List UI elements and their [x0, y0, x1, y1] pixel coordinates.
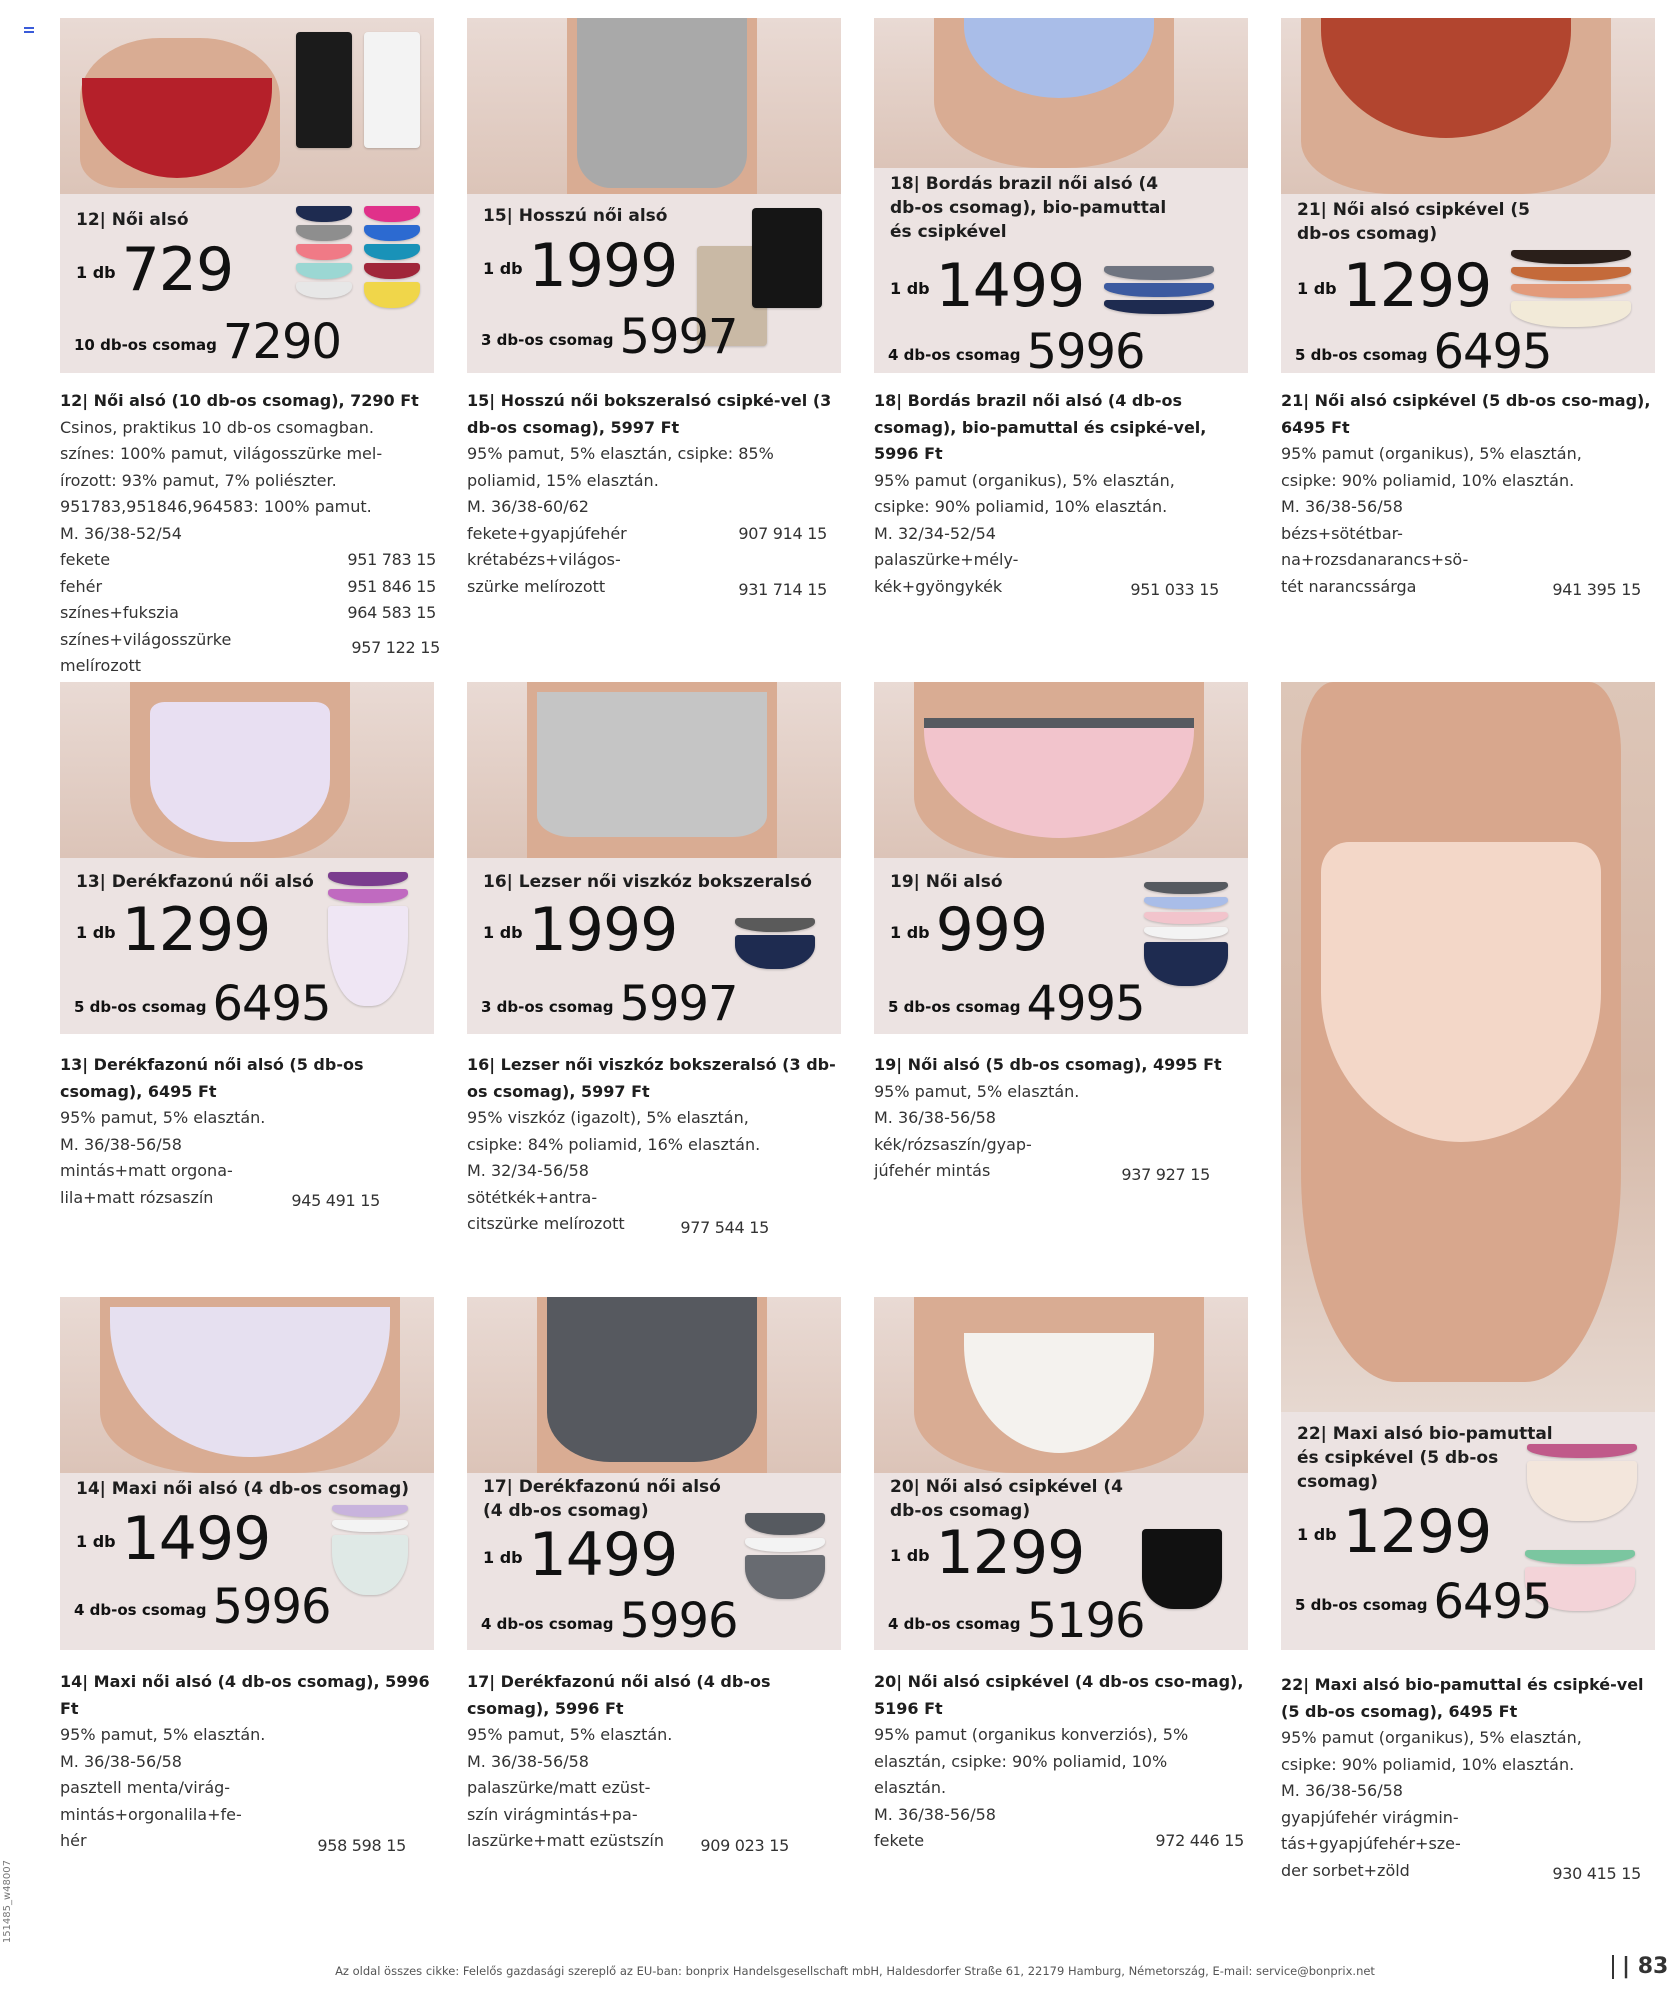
product-image-21[interactable]: [1281, 18, 1655, 373]
pack-price: 10 db-os csomag 7290: [74, 314, 342, 370]
variant-row: fehér 951 846 15: [60, 576, 436, 596]
single-price: 1 db 1499: [76, 1504, 271, 1574]
variant-row: fekete+gyapjúfehér 907 914 15: [467, 523, 827, 543]
product-image-17[interactable]: [467, 1297, 841, 1650]
variant-row: színes+fukszia 964 583 15: [60, 603, 436, 622]
product-heading: 19| Női alsó: [890, 872, 1003, 892]
single-price: 1 db 1299: [890, 1518, 1085, 1588]
variant-row: színes+világosszürke melírozott 957 122 15: [60, 629, 440, 675]
single-price: 1 db 999: [890, 895, 1048, 965]
variant-row: fekete 972 446 15: [874, 1831, 1244, 1850]
product-heading: 15| Hosszú női alsó: [483, 206, 668, 226]
product-description-15: 15| Hosszú női bokszeralsó csipké-vel (3 db-os csomag), 5997 Ft 95% pamut, 5% elasztán, csipke: 85% poliamid, 15% elasztán. M. 36/38-60/62 fekete+gyapjúfehér 907 914 15 krétabézs+világos-szürke melírozott 931 714 15: [467, 388, 847, 600]
product-heading: 12| Női alsó: [76, 210, 189, 230]
pack-price: 5 db-os csomag 6495: [1295, 1574, 1552, 1630]
product-description-22: 22| Maxi alsó bio-pamuttal és csipké-vel (5 db-os csomag), 6495 Ft 95% pamut (organikus), 5% elasztán, csipke: 90% poliamid, 10% elasztán. M. 36/38-56/58 gyapjúfehér virágmin-tás+gyapjúfehér+sze-der sorbet+zöld 930 415 15: [1281, 1675, 1644, 1883]
variant-row: krétabézs+világos-szürke melírozott 931 714 15: [467, 550, 827, 599]
product-heading: 14| Maxi női alsó (4 db-os csomag): [76, 1479, 410, 1499]
pack-price: 5 db-os csomag 6495: [74, 976, 331, 1032]
variant-row: mintás+matt orgona-lila+matt rózsaszín 945 491 15: [60, 1161, 380, 1210]
pack-price: 4 db-os csomag 5996: [481, 1593, 738, 1649]
single-price: 1 db 1299: [1297, 251, 1492, 321]
page-number: | 83: [1612, 1955, 1668, 1979]
variant-row: gyapjúfehér virágmin-tás+gyapjúfehér+sze-der sorbet+zöld 930 415 15: [1281, 1807, 1641, 1883]
variant-row: kék/rózsaszín/gyap-júfehér mintás 937 927 15: [874, 1134, 1210, 1184]
variant-row: sötétkék+antra-citszürke melírozott 977 544 15: [467, 1187, 769, 1237]
single-price: 1 db 729: [76, 235, 234, 305]
product-image-19[interactable]: [874, 682, 1248, 1034]
product-description-16: 16| Lezser női viszkóz bokszeralsó (3 db-os csomag), 5997 Ft 95% viszkóz (igazolt), 5% elasztán, csipke: 84% poliamid, 16% elasztán. M. 32/34-56/58 sötétkék+antra-citszürke melírozott 977 544 15: [467, 1055, 836, 1237]
variant-row: palaszürke/matt ezüst-szín virágmintás+pa-laszürke+matt ezüstszín 909 023 15: [467, 1778, 789, 1855]
product-description-17: 17| Derékfazonú női alsó (4 db-os csomag), 5996 Ft 95% pamut, 5% elasztán. M. 36/38-56/58 palaszürke/matt ezüst-szín virágmintás+pa-laszürke+matt ezüstszín 909 023 15: [467, 1672, 789, 1855]
pack-price: 3 db-os csomag 5997: [481, 976, 738, 1032]
product-image-13[interactable]: [60, 682, 434, 1034]
product-description-12: 12| Női alsó (10 db-os csomag), 7290 Ft Csinos, praktikus 10 db-os csomagban. színes: 100% pamut, világosszürke mel- írozott: 93% pamut, 7% poliészter. 951783,951846,964583: 100% pamut. M. 36/38-52/54 fekete 951 783 15 fehér 951 846 15 színes+fukszia 964 583 15 színes+világosszürke melírozott 957 122 15: [60, 388, 440, 680]
menu-marker-icon: [24, 27, 34, 33]
single-price: 1 db 1299: [1297, 1497, 1492, 1567]
page-footer: Az oldal összes cikke: Felelős gazdasági szereplő az EU-ban: bonprix Handelsgesellschaft mbH, Haldesdorfer Straße 61, 22179 Hamburg, Németország, E-mail: service@bonprix.net: [335, 1964, 1375, 1978]
product-image-15[interactable]: [467, 18, 841, 373]
product-image-18[interactable]: [874, 18, 1248, 373]
product-heading: 18| Bordás brazil női alsó (4 db-os csomag), bio-pamuttal és csipkével: [890, 174, 1167, 242]
product-description-20: 20| Női alsó csipkével (4 db-os cso-mag), 5196 Ft 95% pamut (organikus konverziós), 5% elasztán, csipke: 90% poliamid, 10% elasztán. M. 36/38-56/58 fekete 972 446 15: [874, 1669, 1254, 1855]
product-heading: 21| Női alsó csipkével (5 db-os csomag): [1297, 200, 1530, 244]
product-description-21: 21| Női alsó csipkével (5 db-os cso-mag), 6495 Ft 95% pamut (organikus), 5% elasztán, csipke: 90% poliamid, 10% elasztán. M. 36/38-56/58 bézs+sötétbar-na+rozsdanarancs+sö-tét narancssárga 941 395 15: [1281, 391, 1651, 599]
variant-row: bézs+sötétbar-na+rozsdanarancs+sö-tét narancssárga 941 395 15: [1281, 523, 1641, 599]
variant-row: fekete 951 783 15: [60, 550, 436, 569]
variant-row: palaszürke+mély-kék+gyöngykék 951 033 15: [874, 550, 1219, 599]
product-description-19: 19| Női alsó (5 db-os csomag), 4995 Ft 95% pamut, 5% elasztán. M. 36/38-56/58 kék/rózsaszín/gyap-júfehér mintás 937 927 15: [874, 1055, 1222, 1184]
pack-price: 3 db-os csomag 5997: [481, 309, 738, 365]
catalog-code: 151485_w48007: [2, 1860, 13, 1944]
product-image-12[interactable]: [60, 18, 434, 373]
single-price: 1 db 1999: [483, 895, 678, 965]
single-price: 1 db 1499: [483, 1520, 678, 1590]
product-heading: 20| Női alsó csipkével (4 db-os csomag): [890, 1477, 1123, 1521]
product-heading: 17| Derékfazonú női alsó (4 db-os csomag): [483, 1477, 721, 1521]
product-heading: 22| Maxi alsó bio-pamuttal és csipkével (5 db-os csomag): [1297, 1424, 1553, 1492]
product-image-14[interactable]: [60, 1297, 434, 1650]
product-image-16[interactable]: [467, 682, 841, 1034]
single-price: 1 db 1299: [76, 895, 271, 965]
single-price: 1 db 1999: [483, 231, 678, 301]
pack-price: 5 db-os csomag 6495: [1295, 324, 1552, 373]
product-heading: 13| Derékfazonú női alsó: [76, 872, 314, 892]
product-description-13: 13| Derékfazonú női alsó (5 db-os csomag), 6495 Ft 95% pamut, 5% elasztán. M. 36/38-56/58 mintás+matt orgona-lila+matt rózsaszín 945 491 15: [60, 1055, 380, 1210]
product-image-22[interactable]: [1281, 682, 1655, 1650]
product-description-14: 14| Maxi női alsó (4 db-os csomag), 5996 Ft 95% pamut, 5% elasztán. M. 36/38-56/58 pasztell menta/virág-mintás+orgonalila+fe-hér 958 598 15: [60, 1672, 430, 1855]
product-heading: 16| Lezser női viszkóz bokszeralsó: [483, 872, 812, 892]
pack-price: 4 db-os csomag 5196: [888, 1593, 1145, 1649]
product-description-18: 18| Bordás brazil női alsó (4 db-os csomag), bio-pamuttal és csipké-vel, 5996 Ft 95% pamut (organikus), 5% elasztán, csipke: 90% poliamid, 10% elasztán. M. 32/34-52/54 palaszürke+mély-kék+gyöngykék 951 033 15: [874, 391, 1219, 599]
single-price: 1 db 1499: [890, 251, 1085, 321]
pack-price: 4 db-os csomag 5996: [74, 1579, 331, 1635]
product-image-20[interactable]: [874, 1297, 1248, 1650]
pack-price: 4 db-os csomag 5996: [888, 324, 1145, 373]
variant-row: pasztell menta/virág-mintás+orgonalila+fe-hér 958 598 15: [60, 1778, 406, 1855]
pack-price: 5 db-os csomag 4995: [888, 976, 1145, 1032]
